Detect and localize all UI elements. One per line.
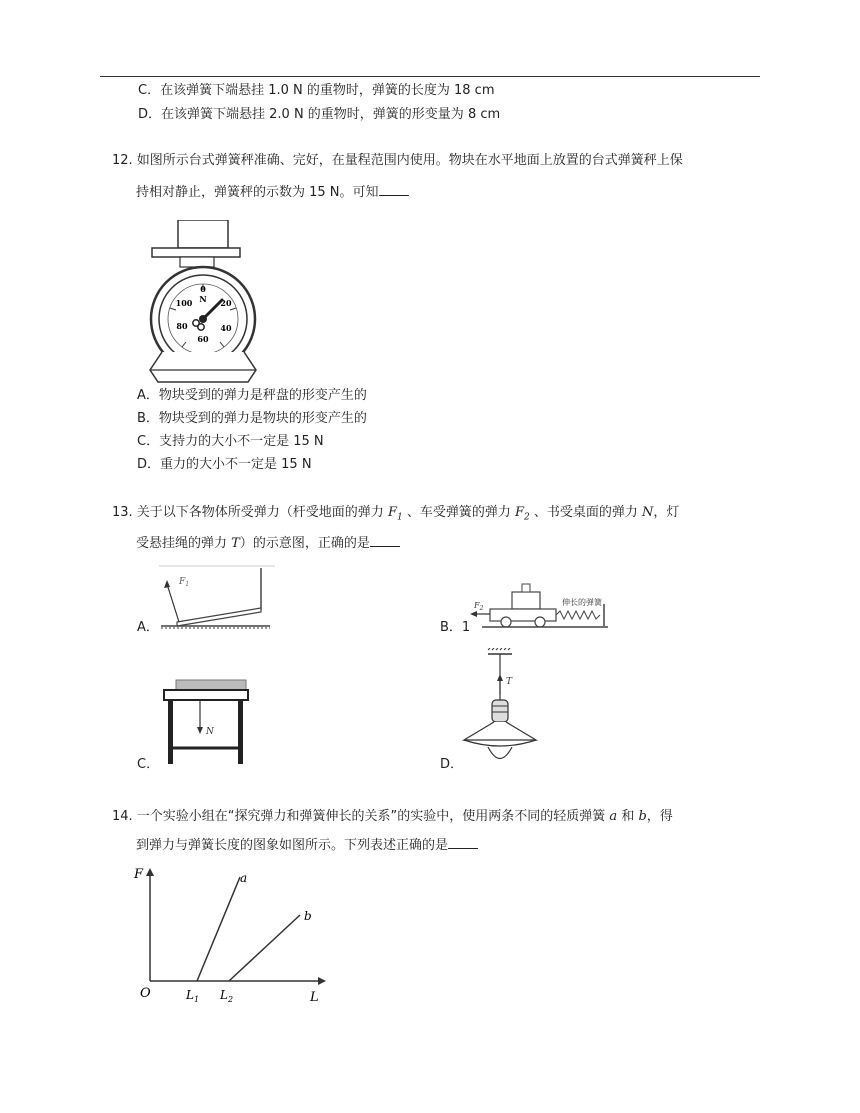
origin-label: O bbox=[140, 986, 151, 1001]
x-axis-label: L bbox=[310, 990, 319, 1005]
line-a bbox=[197, 877, 240, 981]
fig-b-cart-spring bbox=[462, 578, 612, 634]
spring-label: 伸长的弹簧 bbox=[562, 598, 602, 607]
spring-scale-figure bbox=[128, 220, 258, 385]
q12-option-a: A．物块受到的弹力是秤盘的形变产生的 bbox=[137, 388, 367, 403]
dial-tick-40: 40 bbox=[220, 323, 232, 333]
line-b bbox=[229, 915, 300, 981]
lamp-socket bbox=[492, 700, 508, 722]
q12-option-d: D．重力的大小不一定是 15 N bbox=[137, 457, 312, 472]
q11-option-c: C．在该弹簧下端悬挂 1.0 N 的重物时，弹簧的长度为 18 cm bbox=[138, 83, 495, 98]
line-a-label: a bbox=[240, 871, 248, 885]
l1-label: $L_1$ bbox=[186, 988, 200, 1004]
dial-tick-100: 100 bbox=[175, 298, 193, 308]
lampshade bbox=[464, 722, 536, 740]
l2-label: $L_2$ bbox=[220, 988, 234, 1004]
line-b-label: b bbox=[304, 909, 312, 923]
q12-option-c: C．支持力的大小不一定是 15 N bbox=[137, 434, 324, 449]
rod bbox=[177, 608, 261, 626]
bulb bbox=[488, 747, 512, 759]
fig-d-hanging-lamp bbox=[458, 648, 558, 770]
force-length-graph bbox=[130, 860, 340, 1008]
q13-label-c: C． bbox=[137, 757, 160, 772]
force-arrow-f1 bbox=[167, 584, 179, 622]
book bbox=[176, 680, 246, 690]
fig-c-book-on-table bbox=[160, 678, 252, 766]
force-label-f2: $F_2$ bbox=[474, 601, 484, 612]
q12-option-b: B．物块受到的弹力是物块的形变产生的 bbox=[137, 411, 367, 426]
cart bbox=[490, 609, 556, 621]
q14-stem-line1: 14. 一个实验小组在“探究弹力和弹簧伸长的关系”的实验中，使用两条不同的轻质弹簧 a 和 b，得 bbox=[112, 809, 673, 824]
answer-blank[interactable] bbox=[379, 183, 409, 196]
dial-hub bbox=[199, 315, 207, 323]
force-label-f1: $F_1$ bbox=[179, 577, 190, 588]
spring bbox=[556, 611, 600, 619]
answer-blank[interactable] bbox=[448, 836, 478, 849]
answer-blank[interactable] bbox=[370, 534, 400, 547]
scale-base bbox=[150, 352, 256, 382]
q12-stem-line1: 12. 如图所示台式弹簧秤准确、完好，在量程范围内使用。物块在水平地面上放置的台式弹簧秤上保 bbox=[112, 153, 683, 168]
fig-a-rod-on-ground bbox=[155, 562, 275, 634]
q11-option-d: D．在该弹簧下端悬挂 2.0 N 的重物时，弹簧的形变量为 8 cm bbox=[138, 107, 501, 122]
dial-tick-20: 20 bbox=[220, 298, 232, 308]
dial-tick-60: 60 bbox=[197, 334, 209, 344]
table-top bbox=[164, 690, 248, 700]
y-axis-label: F bbox=[134, 867, 144, 882]
q13-label-a: A． bbox=[137, 620, 159, 635]
q13-stem-line1: 13. 关于以下各物体所受弹力（杆受地面的弹力 $F_1$ 、车受弹簧的弹力 $F_2$ 、书受桌面的弹力 N，灯 bbox=[112, 505, 680, 523]
block bbox=[512, 592, 540, 609]
dial-unit: N bbox=[199, 294, 207, 304]
q14-stem-line2: 到弹力与弹簧长度的图象如图所示。下列表述正确的是 bbox=[136, 836, 478, 855]
scale-neck bbox=[180, 257, 214, 267]
q13-label-d: D． bbox=[440, 757, 464, 772]
dial-tick-0: 0 bbox=[200, 284, 206, 294]
scale-pan bbox=[152, 248, 240, 257]
q13-label-b: B．1 bbox=[440, 620, 471, 635]
dial-tick-80: 80 bbox=[176, 321, 188, 331]
force-label-t: T bbox=[506, 677, 513, 687]
scale-weight bbox=[178, 220, 228, 248]
q12-stem-line2: 持相对静止，弹簧秤的示数为 15 N。可知 bbox=[136, 183, 409, 202]
q13-stem-line2: 受悬挂绳的弹力 T）的示意图，正确的是 bbox=[136, 534, 400, 553]
force-label-n: N bbox=[206, 727, 214, 737]
header-rule bbox=[100, 76, 760, 77]
